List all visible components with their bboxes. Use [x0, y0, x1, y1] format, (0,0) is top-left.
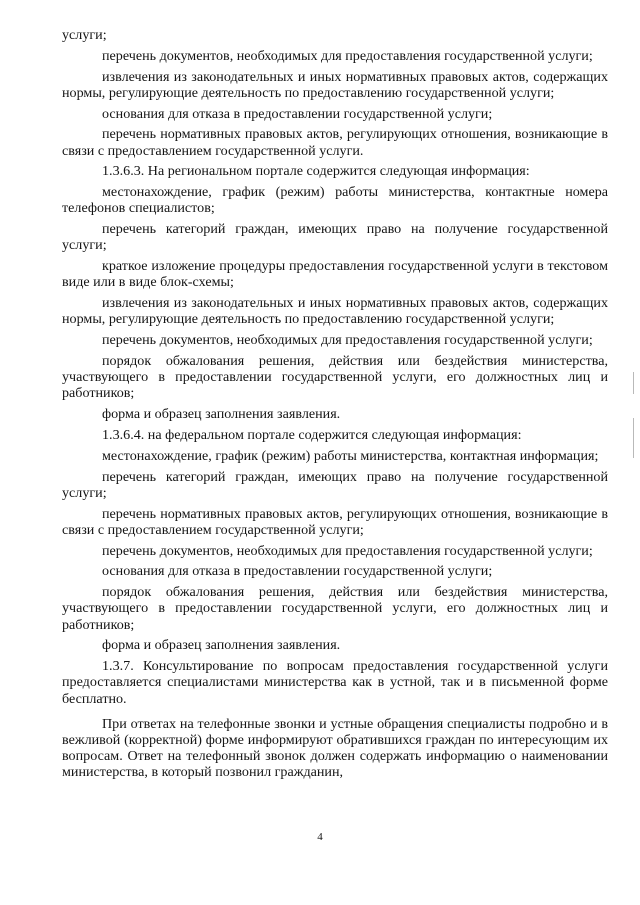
paragraph: перечень нормативных правовых актов, регулирующих отношения, возникающие в связи с предоставлением государственной услуги.: [62, 126, 608, 159]
paragraph: перечень документов, необходимых для предоставления государственной услуги;: [102, 332, 593, 349]
paragraph: форма и образец заполнения заявления.: [102, 637, 341, 654]
body-text: [62, 27, 608, 785]
paragraph: краткое изложение процедуры предоставления государственной услуги в текстовом виде или в виде блок-схемы;: [62, 258, 608, 291]
paragraph: извлечения из законодательных и иных нормативных правовых актов, содержащих нормы, регулирующие деятельность по предоставлению государственной услуги;: [62, 68, 608, 101]
scan-edge-mark: [633, 418, 634, 458]
paragraph: услуги;: [62, 27, 107, 43]
scan-edge-mark: [633, 372, 634, 394]
paragraph: порядок обжалования решения, действия или бездействия министерства, участвующего в предоставлении государственной услуги, его должностных лиц и работников;: [62, 352, 608, 402]
paragraph: перечень категорий граждан, имеющих право на получение государственной услуги;: [62, 221, 608, 254]
paragraph: 1.3.7. Консультирование по вопросам предоставления государственной услуги предоставляется специалистами министерства как в устной, так и в письменной форме бесплатно.: [62, 658, 608, 707]
paragraph: основания для отказа в предоставлении государственной услуги;: [102, 563, 493, 580]
paragraph: перечень нормативных правовых актов, регулирующих отношения, возникающие в связи с предоставлением государственной услуги;: [62, 505, 608, 538]
paragraph: извлечения из законодательных и иных нормативных правовых актов, содержащих нормы, регулирующие деятельность по предоставлению государственной услуги;: [62, 295, 608, 328]
page-number: 4: [317, 831, 323, 843]
paragraph: 1.3.6.4. на федеральном портале содержится следующая информация:: [102, 426, 522, 443]
paragraph: местонахождение, график (режим) работы министерства, контактная информация;: [102, 447, 599, 464]
paragraph: форма и образец заполнения заявления.: [102, 406, 341, 423]
paragraph: порядок обжалования решения, действия или бездействия министерства, участвующего в предоставлении государственной услуги, его должностных лиц и работников;: [62, 584, 608, 633]
paragraph: местонахождение, график (режим) работы министерства, контактные номера телефонов специалистов;: [62, 184, 608, 217]
paragraph: перечень категорий граждан, имеющих право на получение государственной услуги;: [62, 468, 608, 501]
paragraph: перечень документов, необходимых для предоставления государственной услуги;: [102, 47, 593, 64]
paragraph: При ответах на телефонные звонки и устные обращения специалисты подробно и в вежливой (корректной) форме информируют обратившихся граждан по интересующим их вопросам. Ответ на телефонный звонок должен содержать информацию о наименовании министерства, в который позвонил гражданин,: [62, 715, 608, 781]
paragraph: перечень документов, необходимых для предоставления государственной услуги;: [102, 542, 593, 559]
paragraph: 1.3.6.3. На региональном портале содержится следующая информация:: [102, 163, 530, 180]
paragraph: основания для отказа в предоставлении государственной услуги;: [102, 105, 493, 122]
